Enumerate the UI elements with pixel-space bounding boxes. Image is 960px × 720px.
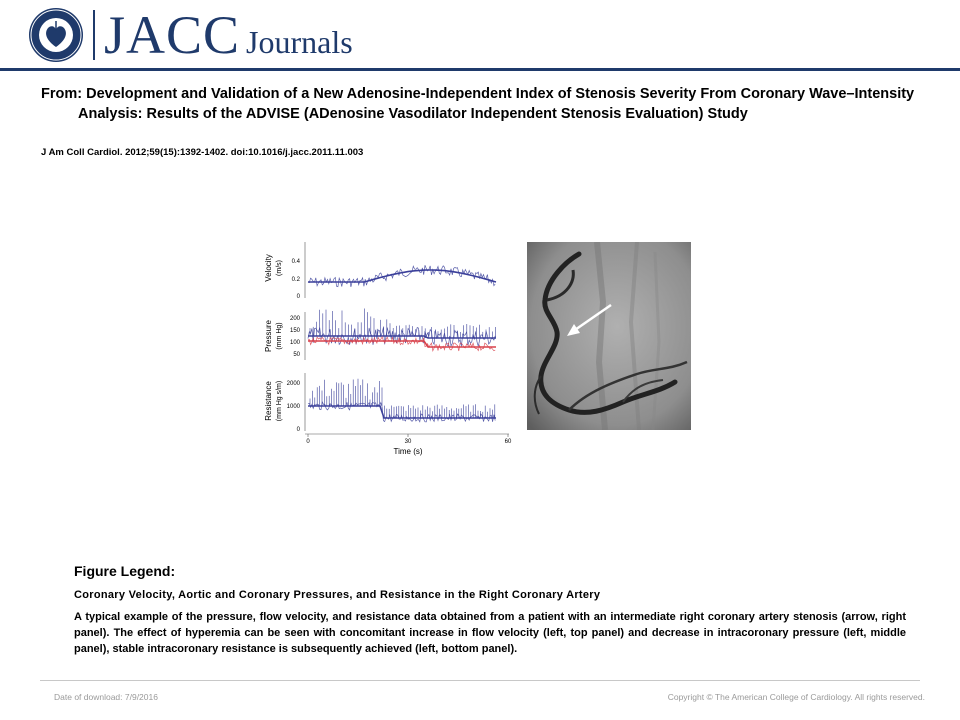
jacc-journals-logo[interactable]	[104, 4, 353, 66]
pressure-tick: 200	[289, 316, 300, 322]
velocity-ylabel-2: (m/s)	[276, 260, 283, 276]
time-tick: 60	[504, 439, 512, 445]
velocity-ylabel-1: Velocity	[264, 254, 273, 282]
header-divider	[93, 10, 95, 60]
article-title: From: Development and Validation of a New Adenosine-Independent Index of Stenosis Severity From Coronary Wave–Intensity Analysis: Results of the ADVISE (ADenosine Vasodilator Independent Stenosis Evaluation) Study	[41, 86, 915, 122]
brand-sub: Journals	[246, 24, 353, 60]
figure-legend-text: A typical example of the pressure, flow velocity, and resistance data obtained from a patient with an intermediate right coronary artery stenosis (arrow, right panel). The effect of hyperemia can be seen with concomitant increase in flow velocity (left, top panel) and decrease in intracoronary pressure (left, middle panel), stable intracoronary resistance is subsequently achieved (left, bottom panel).	[74, 611, 906, 655]
time-tick: 0	[306, 439, 310, 445]
copyright-notice: Copyright © The American College of Cardiology. All rights reserved.	[667, 692, 925, 702]
velocity-tick: 0.4	[291, 259, 300, 265]
velocity-trace	[308, 265, 496, 287]
acc-seal-logo	[28, 7, 84, 63]
header	[0, 0, 960, 68]
hemodynamic-traces-figure	[258, 238, 514, 460]
brand-main: JACC	[104, 5, 241, 65]
figure-legend-subtitle: Coronary Velocity, Aortic and Coronary Pressures, and Resistance in the Right Coronary Artery	[74, 589, 601, 601]
resistance-tick: 1000	[286, 404, 300, 410]
pressure-ylabel-1: Pressure	[264, 319, 273, 353]
download-date: Date of download: 7/9/2016	[54, 692, 158, 702]
resistance-ylabel-2: (mm Hg s/m)	[276, 380, 283, 422]
velocity-tick: 0.2	[291, 277, 300, 283]
time-axis-label: Time (s)	[393, 447, 423, 456]
angiogram-image	[527, 242, 691, 430]
resistance-trace	[308, 379, 496, 422]
figure-legend-heading: Figure Legend:	[74, 563, 176, 579]
velocity-tick: 0	[296, 294, 300, 300]
footer-rule	[40, 680, 920, 681]
pressure-tick: 100	[289, 340, 300, 346]
pressure-tick: 50	[293, 352, 300, 358]
header-rule	[0, 68, 960, 71]
resistance-ylabel-1: Resistance	[264, 381, 273, 421]
pressure-ylabel-2: (mm Hg)	[276, 322, 283, 350]
pressure-trace	[308, 308, 496, 351]
article-citation[interactable]: J Am Coll Cardiol. 2012;59(15):1392-1402. doi:10.1016/j.jacc.2011.11.003	[41, 147, 364, 158]
time-tick: 30	[404, 439, 412, 445]
resistance-tick: 0	[296, 427, 300, 433]
pressure-tick: 150	[289, 328, 300, 334]
resistance-tick: 2000	[286, 381, 300, 387]
